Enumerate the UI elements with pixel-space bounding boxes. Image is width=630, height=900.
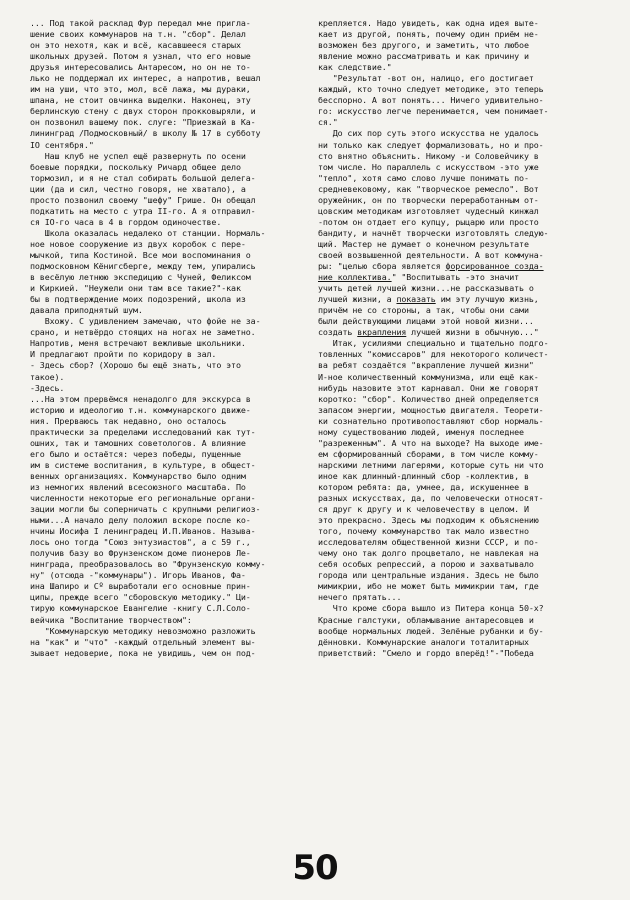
text-line xyxy=(318,360,608,371)
text-line xyxy=(318,471,608,482)
text-line: Вхожу. С удивлением замечаю, что фойе не за- xyxy=(30,316,261,327)
text-line: ну" (отсюда -"коммунары"). Игорь Иванов, Фа- xyxy=(30,570,246,581)
text-line: зывает недоверие, пока не увидишь, чем он под- xyxy=(30,647,256,658)
text-line xyxy=(318,117,608,128)
text-line xyxy=(318,592,608,603)
text-segment: До сих пор суть этого искусства не удалось xyxy=(318,128,539,139)
text-line: шпана, не стоит овчинка выделки. Наконец, эту xyxy=(30,95,251,106)
text-segment: том числе. Но параллель с искусством -это уже xyxy=(318,161,539,172)
text-line: "Коммунарскую методику невозможно разложить xyxy=(30,625,256,636)
text-line: ципы, прежде всего "сборовскую методику." Ци- xyxy=(30,592,251,603)
text-line xyxy=(318,405,608,416)
text-segment: -потом он отдает его купцу, рыцарю или просто xyxy=(318,216,539,227)
text-segment: это прекрасно. Здесь мы подходим к объяснению xyxy=(318,515,539,526)
text-line: ное новое сооружение из двух коробок с пере- xyxy=(30,238,246,249)
text-segment: чему оно так долго процветало, не навлекая на xyxy=(318,548,539,559)
text-line: венных организациях. Коммунарство было одним xyxy=(30,470,246,481)
text-line: срано, и нетвёрдо стоящих на ногах не заметно. xyxy=(30,327,256,338)
text-line: на "как" и "что" -каждый отдельный элемент вы- xyxy=(30,636,256,647)
text-segment: были действующими лицами этой новой жизни... xyxy=(318,316,534,327)
text-line xyxy=(318,449,608,460)
text-line xyxy=(318,603,608,614)
text-segment: " "Воспитывать -это значит xyxy=(391,272,520,283)
text-line xyxy=(318,493,608,504)
text-line: тормозил, и я не стал собирать большой делега- xyxy=(30,172,256,183)
text-line xyxy=(318,206,608,217)
text-line xyxy=(318,316,608,327)
text-line xyxy=(318,217,608,228)
text-line xyxy=(318,283,608,294)
text-line: получив базу во Фрунзенском доме пионеров Ле- xyxy=(30,548,251,559)
text-line: ина Шапиро и Cº выработали его основные прин- xyxy=(30,581,251,592)
text-line: ции (да и сил, честно говоря, не хватало), а xyxy=(30,183,246,194)
text-line: Напротив, меня встречают вежливые школьники. xyxy=(30,338,246,349)
text-segment: города или центральные издания. Здесь не было xyxy=(318,570,539,581)
right-text-column xyxy=(318,18,608,659)
text-segment: котором ребята: да, умнее, да, искушеннее в xyxy=(318,481,529,492)
text-line xyxy=(318,427,608,438)
text-segment: запасом энергии, мощностью двигателя. Теорети- xyxy=(318,404,544,415)
text-line xyxy=(318,84,608,95)
text-line xyxy=(318,581,608,592)
text-line: бы в подтверждение моих подозрений, школа из xyxy=(30,294,246,305)
text-line: его было и остаётся: через победы, пущенные xyxy=(30,448,241,459)
text-segment: го: искусство легче перенимается, чем понимает- xyxy=(318,106,549,117)
text-line: в весёлую летнюю экспедицию с Чуней, Феликсом xyxy=(30,272,251,283)
text-segment: Что кроме сбора вышло из Питера конца 50-х? xyxy=(318,603,544,614)
text-segment: ры: "целью сбора является xyxy=(318,261,446,272)
text-line xyxy=(318,349,608,360)
text-line: нчины Иосифа I ленинградец И.П.Иванов. Называ- xyxy=(30,526,256,537)
text-line xyxy=(318,62,608,73)
text-line: ...На этом прервёмся ненадолго для экскурса в xyxy=(30,393,251,404)
text-line: лько не поддержал их интерес, а напротив, вешал xyxy=(30,73,261,84)
text-line: мычкой, типа Костиной. Все мои воспоминания о xyxy=(30,249,251,260)
text-line xyxy=(318,261,608,272)
text-segment: нечего прятать... xyxy=(318,592,402,603)
text-line xyxy=(318,173,608,184)
text-segment: нарскими летними лагерями, которые суть ни что xyxy=(318,459,544,470)
text-line: -Здесь. xyxy=(30,382,65,393)
text-line: Школа оказалась недалеко от станции. Нормаль- xyxy=(30,227,266,238)
text-segment: лучшей жизни в обычную..." xyxy=(406,327,539,338)
text-line xyxy=(318,615,608,626)
text-segment: ва ребят создаётся "вкрапление лучшей жизни" xyxy=(318,360,534,371)
text-line: такое). xyxy=(30,371,65,382)
text-line: тирую коммунарское Евангелие -книгу С.Л.Соло- xyxy=(30,603,251,614)
text-segment: каждый, кто точно следует методике, это теперь xyxy=(318,84,544,95)
text-line: подмосковном Кёнигсберге, между тем, упирались xyxy=(30,261,256,272)
text-line: подкатить на место с утра II-го. А я отправил- xyxy=(30,205,256,216)
text-line xyxy=(318,95,608,106)
text-line xyxy=(318,438,608,449)
text-segment: ся друг к другу и к человечеству в целом. И xyxy=(318,504,529,515)
text-line xyxy=(318,559,608,570)
text-segment: ни только как следует формализовать, но и про- xyxy=(318,139,544,150)
text-line: лининград /Подмосковный/ в школу № 17 в субботу xyxy=(30,128,261,139)
text-segment: бесспорно. А вот понять... Ничего удивительно- xyxy=(318,95,544,106)
text-line: практически за пределами исследований как тут- xyxy=(30,426,256,437)
text-line xyxy=(318,416,608,427)
text-line: ния. Прерваюсь так недавно, оно осталось xyxy=(30,415,227,426)
underlined-text: показать xyxy=(396,294,436,305)
text-line xyxy=(318,537,608,548)
text-line xyxy=(318,73,608,84)
text-line: численности некоторые его региональные органи- xyxy=(30,493,256,504)
text-segment: иное как длинный-длинный сбор -коллектив, в xyxy=(318,470,529,481)
text-line xyxy=(318,482,608,493)
text-line: им в системе воспитания, в культуре, в общест- xyxy=(30,459,256,470)
text-line: ся IO-го часа в 4 в гордом одиночестве. xyxy=(30,216,222,227)
text-segment: им эту лучшую жизнь, xyxy=(435,294,539,305)
text-line: лось оно тогда "Союз энтузиастов", а с 59 г., xyxy=(30,537,251,548)
text-segment: себя особых репрессий, а порою и захватывало xyxy=(318,559,534,570)
text-segment: "Результат -вот он, налицо, его достигает xyxy=(318,73,534,84)
text-segment: ем сформированный сборами, в том числе комму- xyxy=(318,448,539,459)
text-line: И предлагают пройти по коридору в зал. xyxy=(30,349,217,360)
text-segment: дённовки. Коммунарские аналоги тоталитарных xyxy=(318,636,529,647)
text-segment: приветствий: "Смело и гордо вперёд!"-"Победа xyxy=(318,647,534,658)
text-line xyxy=(318,327,608,338)
text-segment: лучшей жизни, а xyxy=(318,294,397,305)
text-segment: товленных "комиссаров" для некоторого количест- xyxy=(318,349,549,360)
text-line: просто позвонил своему "шефу" Грише. Он обещал xyxy=(30,194,256,205)
text-line xyxy=(318,637,608,648)
text-segment: нибудь назовите этот карнавал. Они же говорят xyxy=(318,382,539,393)
text-line xyxy=(318,250,608,261)
text-line xyxy=(318,570,608,581)
text-line xyxy=(318,51,608,62)
text-line xyxy=(318,184,608,195)
text-line: друзья интересовались Антаресом, но он не то- xyxy=(30,62,251,73)
text-line: школьных друзей. Потом я узнал, что его новые xyxy=(30,51,251,62)
text-line xyxy=(318,128,608,139)
text-segment: своей возвышенной деятельности. А вот коммуна- xyxy=(318,249,544,260)
text-segment: мимикрии, ибо не может быть мимикрии там, где xyxy=(318,581,539,592)
text-line xyxy=(318,151,608,162)
text-line xyxy=(318,504,608,515)
text-line: вейчика "Воспитание творчеством": xyxy=(30,614,192,625)
text-segment: "разреженным". А что на выходе? На выходе име- xyxy=(318,437,544,448)
text-line: ... Под такой расклад Фур передал мне пригла- xyxy=(30,18,251,28)
text-line xyxy=(318,626,608,637)
text-segment: "тепло", хотя само слово лучше понимать по- xyxy=(318,172,529,183)
text-segment: щий. Мастер не думает о конечном результате xyxy=(318,238,529,249)
text-line: давала приподнятый шум. xyxy=(30,305,143,316)
text-line xyxy=(318,140,608,151)
text-segment: разных искусствах, да, по человечески относят- xyxy=(318,493,544,504)
text-segment: исследователям общественной жизни СССР, и по- xyxy=(318,537,539,548)
text-segment: причём не со стороны, а так, чтобы они сами xyxy=(318,305,529,316)
text-line xyxy=(318,394,608,405)
text-line: ными...А начало делу положил вскоре после ко- xyxy=(30,515,251,526)
text-line xyxy=(318,460,608,471)
text-segment: как следствие." xyxy=(318,62,392,73)
text-segment: Красные галстуки, обламывание антаресовцев и xyxy=(318,614,534,625)
text-segment: кает из другой, понять, почему один приём не- xyxy=(318,29,539,40)
text-line: Наш клуб не успел ещё развернуть по осени xyxy=(30,150,246,161)
text-line xyxy=(318,106,608,117)
text-line: зации могли бы соперничать с крупными религиоз- xyxy=(30,504,261,515)
text-line: он это нехотя, как и всё, касавшееся старых xyxy=(30,40,241,51)
text-line: и Киркией. "Неужели они там все такие?"-как xyxy=(30,283,241,294)
underlined-text: ние коллектива. xyxy=(318,272,392,283)
text-line: им на уши, что это, мол, всё лажа, мы дураки, xyxy=(30,84,251,95)
text-line: боевые порядки, поскольку Ричард общее дело xyxy=(30,161,241,172)
underlined-text: вкрапления xyxy=(357,327,407,338)
text-segment: цовским методикам изготовляет чудесный кинжал xyxy=(318,205,539,216)
text-segment: Итак, усилиями специально и тщательно подго- xyxy=(318,338,549,349)
text-line xyxy=(318,526,608,537)
text-segment: оружейник, он по творчески переработанным от- xyxy=(318,194,539,205)
text-line: историю и идеологию т.н. коммунарского движе- xyxy=(30,404,251,415)
text-segment: создать xyxy=(318,327,358,338)
text-line: он позвонил вашему пок. слуге: "Приезжай в Ка- xyxy=(30,117,256,128)
page-number: 50 xyxy=(292,848,338,888)
text-segment: ки сознательно противопоставляют сбор нормаль- xyxy=(318,415,544,426)
text-segment: вообще нормальных людей. Зелёные рубанки и бу- xyxy=(318,625,544,636)
text-segment: учить детей лучшей жизни...не рассказывать о xyxy=(318,283,534,294)
text-segment: сто внятно объяснить. Никому -и Соловейчику в xyxy=(318,150,539,161)
text-line xyxy=(318,383,608,394)
text-line xyxy=(318,195,608,206)
text-line xyxy=(318,18,608,29)
text-line: шение своих коммунаров на т.н. "сбор". Делал xyxy=(30,29,246,40)
text-line xyxy=(318,648,608,659)
text-line xyxy=(318,372,608,383)
left-text-column xyxy=(30,18,302,659)
text-segment: И-ное количественный коммунизма, или ещё как- xyxy=(318,371,539,382)
text-segment: явление можно рассматривать и как причину и xyxy=(318,51,529,62)
text-line xyxy=(318,548,608,559)
text-line xyxy=(318,162,608,173)
text-line xyxy=(318,272,608,283)
text-segment: возможен без другого, и заметить, что любое xyxy=(318,40,529,51)
text-segment: того, почему коммунарство так мало известно xyxy=(318,526,529,537)
text-line xyxy=(318,515,608,526)
text-line xyxy=(318,228,608,239)
text-line: берлинскую стену с двух сторон прокковыряли, и xyxy=(30,106,256,117)
text-line xyxy=(318,338,608,349)
text-line xyxy=(318,29,608,40)
underlined-text: форсированное созда- xyxy=(445,261,544,272)
text-segment: ся." xyxy=(318,117,338,128)
text-line: нинграда, преобразовалось во "Фрунзенскую комму- xyxy=(30,559,266,570)
text-line xyxy=(318,239,608,250)
text-segment: ному существованию людей, именуя последнее xyxy=(318,426,524,437)
text-line xyxy=(318,294,608,305)
text-line: из немногих явлений всесоюзного масштаба. По xyxy=(30,481,246,492)
text-segment: бандиту, и начнёт творчески изготовлять следую- xyxy=(318,227,549,238)
text-segment: средневековому, как "творческое ремесло". Вот xyxy=(318,183,539,194)
text-segment: коротко: "сбор". Количество дней определяется xyxy=(318,393,539,404)
text-line: - Здесь сбор? (Хорошо бы ещё знать, что это xyxy=(30,360,241,371)
text-line: IO сентября." xyxy=(30,139,94,150)
text-segment: крепляется. Надо увидеть, как одна идея выте- xyxy=(318,18,539,28)
text-line xyxy=(318,40,608,51)
text-line xyxy=(318,305,608,316)
text-line: ошних, так и тамошних советологов. А влияние xyxy=(30,437,246,448)
